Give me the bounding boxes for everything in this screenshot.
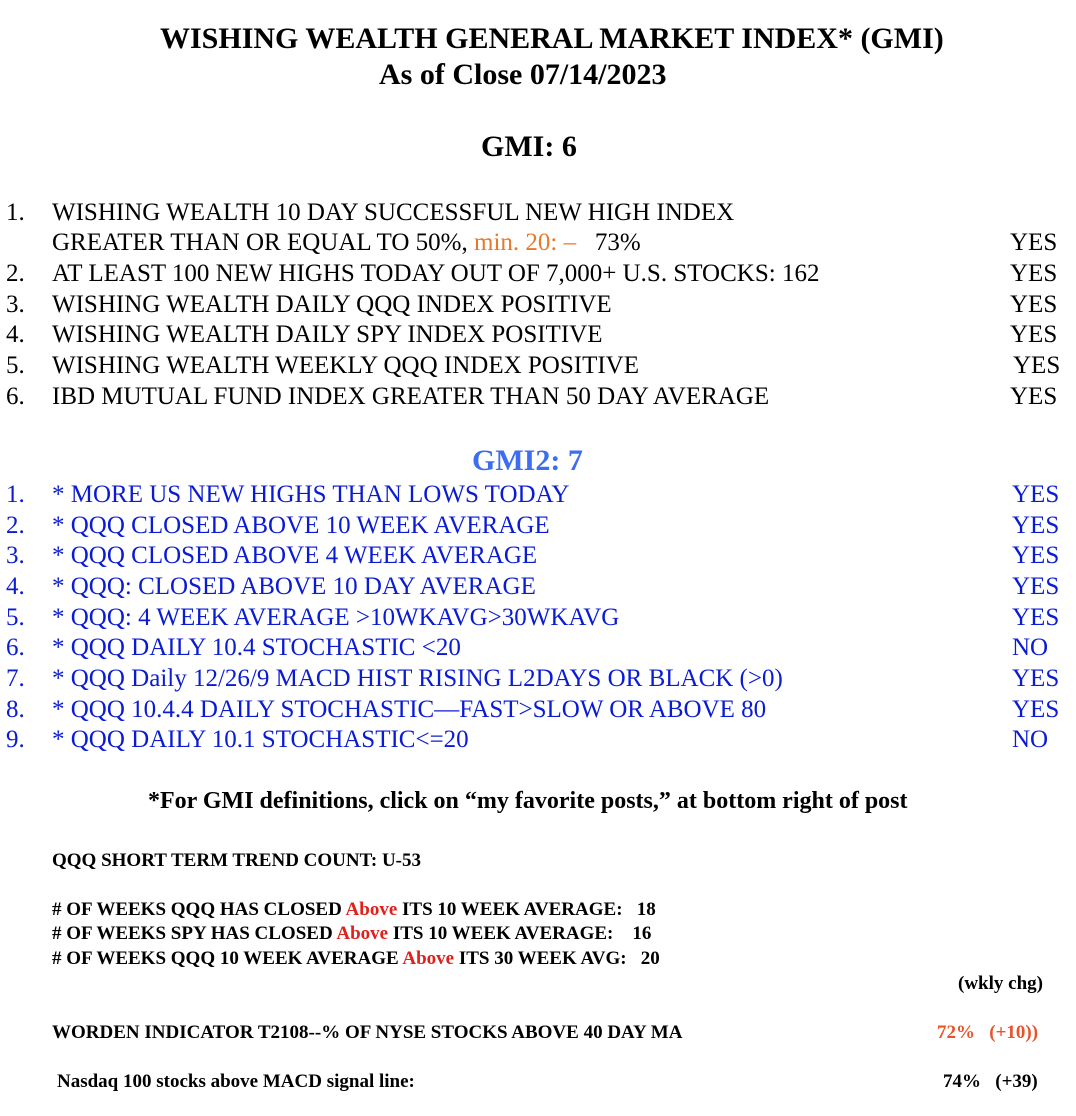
- gmi-item-1b: [0, 229, 1076, 259]
- item-text: * QQQ: 4 WEEK AVERAGE >10WKAVG>30WKAVG: [52, 604, 620, 631]
- weeks-text: # OF WEEKS QQQ HAS CLOSED: [52, 899, 346, 920]
- item-number: 6.: [6, 634, 25, 661]
- item-answer: YES: [1013, 352, 1061, 379]
- page-title: WISHING WEALTH GENERAL MARKET INDEX* (GMI): [160, 22, 944, 55]
- item-text: * QQQ Daily 12/26/9 MACD HIST RISING L2DAYS OR BLACK (>0): [52, 665, 783, 692]
- item-text-value: 73%: [594, 229, 641, 256]
- weeks-text: # OF WEEKS QQQ 10 WEEK AVERAGE: [52, 948, 403, 969]
- weeks-highlight: Above: [336, 923, 389, 944]
- gmi-item-6: [0, 383, 1076, 413]
- gmi2-item-4: [0, 573, 1076, 603]
- item-answer: YES: [1010, 383, 1058, 410]
- item-number: 9.: [6, 726, 25, 753]
- date-line: As of Close 07/14/2023: [379, 58, 667, 91]
- item-text: * QQQ CLOSED ABOVE 10 WEEK AVERAGE: [52, 512, 550, 539]
- weeks-text: # OF WEEKS SPY HAS CLOSED: [52, 923, 337, 944]
- gmi2-item-1: [0, 481, 1076, 511]
- item-answer: YES: [1010, 291, 1058, 318]
- weeks-text: ITS 10 WEEK AVERAGE: 18: [397, 899, 656, 920]
- item-number: 3.: [6, 542, 25, 569]
- item-text: * QQQ DAILY 10.4 STOCHASTIC <20: [52, 634, 461, 661]
- item-number: 3.: [6, 291, 25, 318]
- gmi2-item-5: [0, 604, 1076, 634]
- gmi-score: GMI: 6: [481, 130, 577, 163]
- item-number: 5.: [6, 604, 25, 631]
- item-answer: YES: [1012, 573, 1060, 600]
- nasdaq-label: Nasdaq 100 stocks above MACD signal line:: [57, 1071, 415, 1092]
- item-answer: YES: [1010, 229, 1058, 256]
- item-answer: YES: [1010, 260, 1058, 287]
- item-text: * QQQ CLOSED ABOVE 4 WEEK AVERAGE: [52, 542, 538, 569]
- item-answer: NO: [1012, 634, 1049, 661]
- weeks-text: ITS 30 WEEK AVG: 20: [454, 948, 660, 969]
- weeks-highlight: Above: [402, 948, 455, 969]
- trend-count: QQQ SHORT TERM TREND COUNT: U-53: [52, 850, 421, 871]
- worden-label: WORDEN INDICATOR T2108--% OF NYSE STOCKS ABOVE 40 DAY MA: [52, 1022, 683, 1043]
- item-text: [52, 229, 641, 257]
- gmi-item-5: [0, 352, 1076, 382]
- item-answer: YES: [1012, 512, 1060, 539]
- item-text: WISHING WEALTH DAILY QQQ INDEX POSITIVE: [52, 291, 612, 318]
- weeks-qqq-30wk: [52, 948, 660, 970]
- weeks-qqq-10wk: [52, 899, 656, 921]
- item-answer: YES: [1012, 696, 1060, 723]
- item-text-a: GREATER THAN OR EQUAL TO 50%,: [52, 229, 468, 256]
- gmi2-item-6: [0, 634, 1076, 664]
- item-number: 2.: [6, 512, 25, 539]
- item-number: 5.: [6, 352, 25, 379]
- worden-value: 72% (+10)): [937, 1022, 1039, 1043]
- gmi-item-1a: [0, 199, 1076, 229]
- item-number: 7.: [6, 665, 25, 692]
- gmi-item-4: [0, 321, 1076, 351]
- item-text: * QQQ: CLOSED ABOVE 10 DAY AVERAGE: [52, 573, 536, 600]
- item-number: 2.: [6, 260, 25, 287]
- item-answer: YES: [1012, 481, 1060, 508]
- item-text-min: min. 20: –: [474, 229, 577, 256]
- weeks-text: ITS 10 WEEK AVERAGE: 16: [388, 923, 652, 944]
- gmi2-item-7: [0, 665, 1076, 695]
- item-text: WISHING WEALTH 10 DAY SUCCESSFUL NEW HIGH INDEX: [52, 199, 735, 226]
- gmi-definitions-note: *For GMI definitions, click on “my favorite posts,” at bottom right of post: [148, 788, 908, 814]
- gmi2-item-3: [0, 542, 1076, 572]
- item-text: WISHING WEALTH DAILY SPY INDEX POSITIVE: [52, 321, 603, 348]
- weeks-spy-10wk: [52, 923, 651, 945]
- item-text: * MORE US NEW HIGHS THAN LOWS TODAY: [52, 481, 570, 508]
- item-number: 4.: [6, 573, 25, 600]
- item-number: 1.: [6, 481, 25, 508]
- item-answer: YES: [1012, 604, 1060, 631]
- item-answer: YES: [1012, 665, 1060, 692]
- item-number: 8.: [6, 696, 25, 723]
- weekly-change-header: (wkly chg): [958, 973, 1043, 994]
- gmi-item-2: [0, 260, 1076, 290]
- item-text: * QQQ 10.4.4 DAILY STOCHASTIC—FAST>SLOW OR ABOVE 80: [52, 696, 767, 723]
- item-text: * QQQ DAILY 10.1 STOCHASTIC<=20: [52, 726, 469, 753]
- item-text: IBD MUTUAL FUND INDEX GREATER THAN 50 DAY AVERAGE: [52, 383, 770, 410]
- weeks-highlight: Above: [345, 899, 398, 920]
- item-answer: NO: [1012, 726, 1049, 753]
- gmi2-score: GMI2: 7: [472, 444, 583, 477]
- gmi2-item-9: [0, 726, 1076, 756]
- gmi2-item-2: [0, 512, 1076, 542]
- item-text: AT LEAST 100 NEW HIGHS TODAY OUT OF 7,000+ U.S. STOCKS: 162: [52, 260, 820, 287]
- item-answer: YES: [1012, 542, 1060, 569]
- gmi2-item-8: [0, 696, 1076, 726]
- nasdaq-value: 74% (+39): [943, 1071, 1038, 1092]
- item-number: 1.: [6, 199, 25, 226]
- item-number: 4.: [6, 321, 25, 348]
- gmi-item-3: [0, 291, 1076, 321]
- item-number: 6.: [6, 383, 25, 410]
- item-text: WISHING WEALTH WEEKLY QQQ INDEX POSITIVE: [52, 352, 639, 379]
- item-answer: YES: [1010, 321, 1058, 348]
